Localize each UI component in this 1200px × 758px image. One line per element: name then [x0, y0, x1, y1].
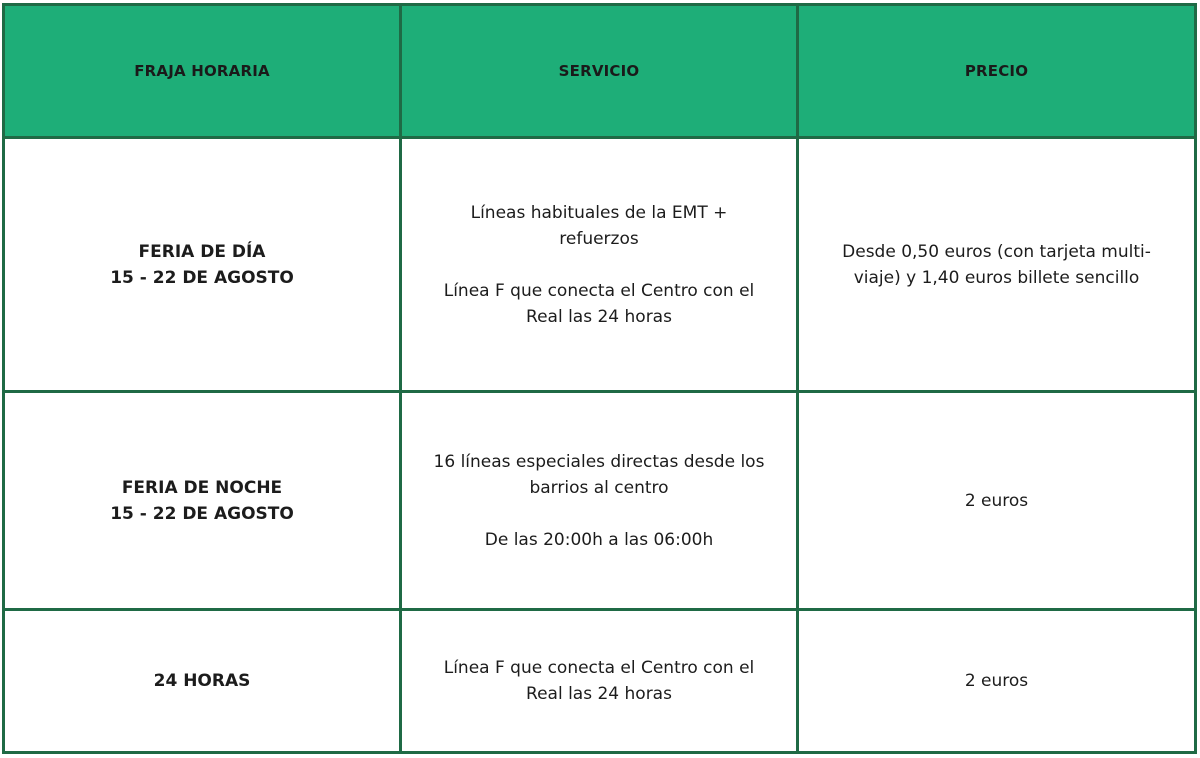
header-label: FRAJA HORARIA [134, 62, 270, 80]
header-precio [799, 6, 1194, 139]
franja-line: 15 - 22 DE AGOSTO [110, 267, 294, 288]
franja-line: 24 HORAS [153, 671, 251, 691]
row-3-servicio [402, 611, 799, 751]
franja-line: FERIA DE DÍA [138, 241, 266, 262]
row-1-precio [799, 139, 1194, 393]
servicio-line: De las 20:00h a las 06:00h [484, 529, 714, 550]
header-label: PRECIO [964, 62, 1029, 80]
precio-line: 2 euros [964, 490, 1029, 511]
servicio-line: Real las 24 horas [526, 684, 672, 704]
servicio-line: Líneas habituales de la EMT + refuerzos [470, 202, 728, 249]
row-1-servicio [402, 139, 799, 393]
servicio-line: 16 líneas especiales directas desde los [433, 451, 765, 472]
servicio-line: barrios al centro [529, 477, 669, 498]
header-servicio [402, 6, 799, 139]
header-franja-horaria [5, 6, 402, 139]
header-label: SERVICIO [558, 62, 640, 80]
row-3-precio [799, 611, 1194, 751]
row-2-franja [5, 393, 402, 611]
row-1-franja [5, 139, 402, 393]
row-3-franja [5, 611, 402, 751]
row-2-precio [799, 393, 1194, 611]
servicio-line: Línea F que conecta el Centro con el [443, 280, 755, 301]
precio-line: Desde 0,50 euros (con tarjeta multi- [842, 241, 1151, 262]
franja-line: 15 - 22 DE AGOSTO [110, 503, 294, 524]
servicio-line: Real las 24 horas [526, 306, 672, 327]
servicio-line: Línea F que conecta el Centro con el [443, 658, 755, 678]
row-2-servicio [402, 393, 799, 611]
precio-line: viaje) y 1,40 euros billete sencillo [853, 267, 1140, 288]
precio-line: 2 euros [964, 671, 1029, 691]
franja-line: FERIA DE NOCHE [121, 477, 283, 498]
schedule-table [2, 3, 1197, 754]
